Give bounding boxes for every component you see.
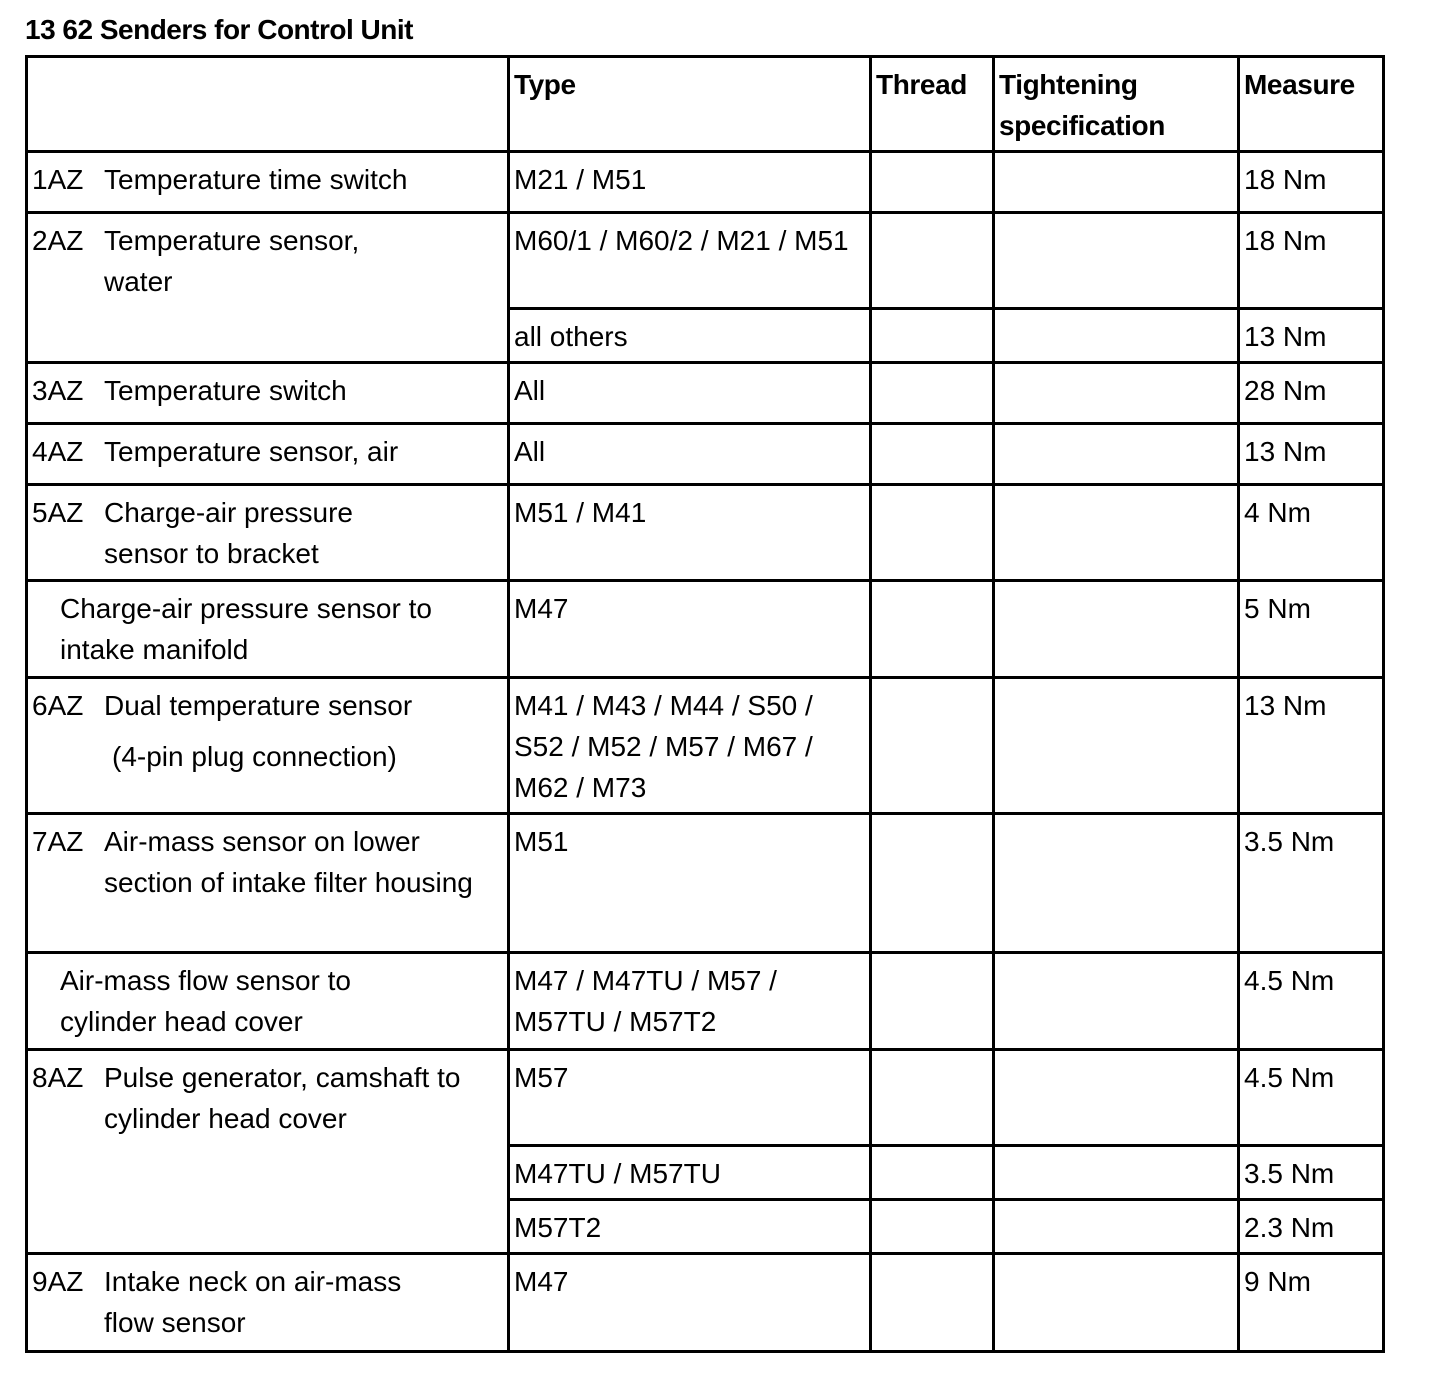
thread-cell [871, 678, 994, 814]
component-code: 5AZ [32, 497, 84, 528]
component-name: Intake neck on air-mass flow sensor [104, 1266, 402, 1338]
component-cell [27, 213, 509, 363]
component-name: Temperature sensor, water [104, 225, 360, 297]
component-name: Pulse generator, camshaft to cylinder head cover [104, 1062, 461, 1134]
measure-cell: 4 Nm [1239, 485, 1384, 581]
table-row [27, 581, 1384, 678]
measure-cell: 4.5 Nm [1239, 1050, 1384, 1146]
tightening-cell [994, 581, 1239, 678]
header-component [27, 57, 509, 152]
tightening-cell [994, 363, 1239, 424]
tightening-cell [994, 1146, 1239, 1200]
measure-cell: 5 Nm [1239, 581, 1384, 678]
type-cell: M47 [509, 1254, 871, 1352]
type-cell: All [509, 424, 871, 485]
tightening-cell [994, 424, 1239, 485]
type-cell: M47 [509, 581, 871, 678]
component-cell [27, 424, 509, 485]
table-row [27, 678, 1384, 814]
component-name: Temperature time switch [104, 164, 408, 195]
component-cell [27, 581, 509, 678]
component-code: 2AZ [32, 225, 84, 256]
tightening-cell [994, 1254, 1239, 1352]
thread-cell [871, 363, 994, 424]
thread-cell [871, 152, 994, 213]
measure-cell: 3.5 Nm [1239, 814, 1384, 953]
tightening-cell [994, 814, 1239, 953]
header-thread: Thread [871, 57, 994, 152]
type-cell: all others [509, 309, 871, 363]
table-row [27, 814, 1384, 953]
thread-cell [871, 1050, 994, 1146]
page-title: 13 62 Senders for Control Unit [25, 14, 413, 45]
component-cell [27, 152, 509, 213]
component-name: Temperature switch [104, 375, 347, 406]
thread-cell [871, 424, 994, 485]
component-cell [27, 485, 509, 581]
tightening-cell [994, 678, 1239, 814]
component-name: Air-mass flow sensor to cylinder head cover [60, 965, 351, 1037]
tightening-cell [994, 1050, 1239, 1146]
component-code: 1AZ [32, 164, 84, 195]
tightening-cell [994, 1200, 1239, 1254]
measure-cell: 9 Nm [1239, 1254, 1384, 1352]
tightening-cell [994, 309, 1239, 363]
type-cell: M47TU / M57TU [509, 1146, 871, 1200]
table-row [27, 152, 1384, 213]
component-code: 9AZ [32, 1266, 84, 1297]
component-code: 3AZ [32, 375, 84, 406]
component-cell [27, 953, 509, 1050]
component-name: Temperature sensor, air [104, 436, 399, 467]
table-row [27, 485, 1384, 581]
thread-cell [871, 1146, 994, 1200]
component-name: Air-mass sensor on lower section of intake filter housing [104, 826, 473, 898]
type-cell: M51 / M41 [509, 485, 871, 581]
type-cell: M57 [509, 1050, 871, 1146]
component-name: Charge-air pressure sensor to intake manifold [60, 593, 432, 665]
header-measure: Measure [1239, 57, 1384, 152]
measure-cell: 13 Nm [1239, 424, 1384, 485]
type-cell: M21 / M51 [509, 152, 871, 213]
type-cell: All [509, 363, 871, 424]
component-cell [27, 1254, 509, 1352]
table-row [27, 363, 1384, 424]
type-cell: M57T2 [509, 1200, 871, 1254]
component-name: Charge-air pressure sensor to bracket [104, 497, 353, 569]
tightening-spec-table [25, 55, 1385, 1353]
table-row [27, 1050, 1384, 1146]
tightening-cell [994, 485, 1239, 581]
thread-cell [871, 1200, 994, 1254]
component-code: 6AZ [32, 690, 84, 721]
measure-cell: 4.5 Nm [1239, 953, 1384, 1050]
component-cell [27, 814, 509, 953]
thread-cell [871, 1254, 994, 1352]
table-header-row [27, 57, 1384, 152]
thread-cell [871, 814, 994, 953]
component-cell [27, 1050, 509, 1254]
tightening-cell [994, 213, 1239, 309]
component-code: 7AZ [32, 826, 84, 857]
measure-cell: 13 Nm [1239, 678, 1384, 814]
tightening-cell [994, 953, 1239, 1050]
thread-cell [871, 485, 994, 581]
header-tightening: Tightening specification [994, 57, 1239, 152]
measure-cell: 2.3 Nm [1239, 1200, 1384, 1254]
measure-cell: 3.5 Nm [1239, 1146, 1384, 1200]
table-row [27, 424, 1384, 485]
measure-cell: 18 Nm [1239, 213, 1384, 309]
thread-cell [871, 213, 994, 309]
table-row [27, 953, 1384, 1050]
thread-cell [871, 953, 994, 1050]
component-cell [27, 363, 509, 424]
type-cell: M47 / M47TU / M57 / M57TU / M57T2 [509, 953, 871, 1050]
component-cell [27, 678, 509, 814]
thread-cell [871, 309, 994, 363]
component-name-note: (4-pin plug connection) [112, 741, 397, 772]
component-code: 8AZ [32, 1062, 84, 1093]
component-name: Dual temperature sensor [104, 690, 413, 721]
table-row [27, 213, 1384, 309]
measure-cell: 28 Nm [1239, 363, 1384, 424]
measure-cell: 13 Nm [1239, 309, 1384, 363]
type-cell: M41 / M43 / M44 / S50 / S52 / M52 / M57 / M67 / M62 / M73 [509, 678, 871, 814]
table-row [27, 1254, 1384, 1352]
header-type: Type [509, 57, 871, 152]
type-cell: M51 [509, 814, 871, 953]
type-cell: M60/1 / M60/2 / M21 / M51 [509, 213, 871, 309]
thread-cell [871, 581, 994, 678]
measure-cell: 18 Nm [1239, 152, 1384, 213]
tightening-cell [994, 152, 1239, 213]
component-code: 4AZ [32, 436, 84, 467]
